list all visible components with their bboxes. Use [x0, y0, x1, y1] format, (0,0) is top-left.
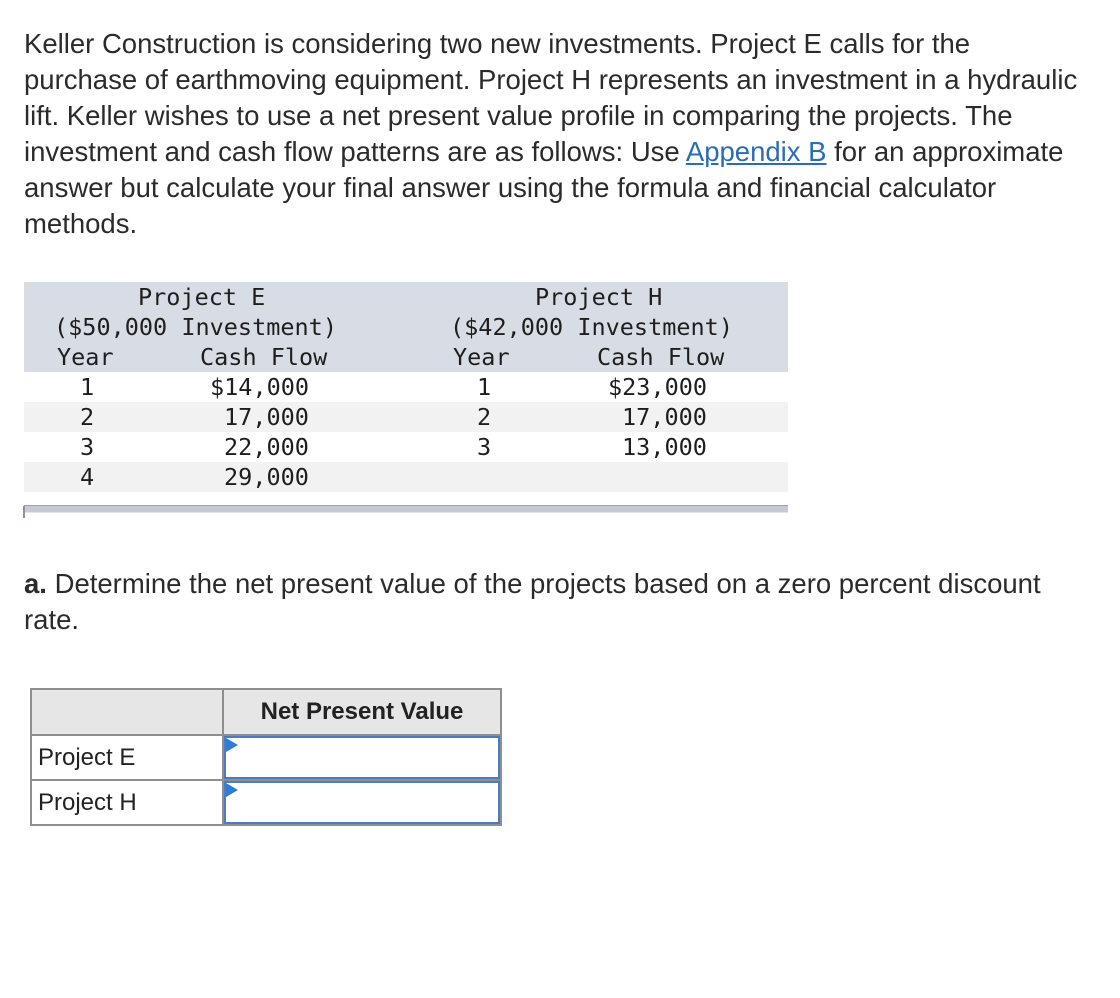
project-e-year: 3: [80, 433, 95, 461]
project-h-cashflow: 17,000: [622, 403, 707, 431]
project-e-npv-cell: [223, 735, 501, 780]
question-a: [24, 566, 1084, 638]
project-e-investment: ($50,000 Investment): [54, 313, 337, 341]
problem-text-part2: for an approximate answer but calculate your final answer using the formula and financial calculator methods.: [24, 136, 1064, 239]
question-label: a.: [24, 568, 47, 599]
table-row: [31, 780, 501, 825]
table-bottom-rule: [24, 505, 788, 513]
project-e-year: 1: [80, 373, 95, 401]
table-row: [24, 462, 788, 492]
required-marker-icon: [226, 738, 238, 752]
project-h-title: Project H: [535, 283, 663, 311]
project-e-cashflow: 22,000: [224, 433, 309, 461]
npv-column-header: Net Present Value: [223, 689, 501, 735]
table-row: [24, 372, 788, 402]
project-h-investment: ($42,000 Investment): [450, 313, 733, 341]
project-e-year: 2: [80, 403, 95, 431]
project-h-cashflow: $23,000: [608, 373, 708, 401]
project-e-title: Project E: [138, 283, 266, 311]
project-e-cashflow: 29,000: [224, 463, 309, 491]
project-h-cashflow: 13,000: [622, 433, 707, 461]
question-text: Determine the net present value of the projects based on a zero percent discount rate.: [24, 568, 1041, 635]
project-e-npv-input[interactable]: [224, 736, 500, 779]
project-h-year: 3: [477, 433, 492, 461]
project-h-year-header: Year: [453, 343, 510, 371]
answer-table: [30, 688, 502, 826]
project-e-label: Project E: [31, 735, 223, 780]
project-e-cashflow: $14,000: [210, 373, 310, 401]
project-e-year-header: Year: [57, 343, 114, 371]
cash-flow-table: [24, 282, 788, 492]
answer-table-header-row: [31, 689, 501, 735]
project-h-year: 1: [477, 373, 492, 401]
required-marker-icon: [226, 783, 238, 797]
project-h-year: 2: [477, 403, 492, 431]
problem-text-part1: Keller Construction is considering two new investments. Project E calls for the purchase of earthmoving equipment. Project H represents an investment in a hydraulic lift. Keller wishes to use a net present value profile in comparing the projects. The investment and cash flow patterns are as follows: Use: [24, 28, 1078, 167]
project-e-cashflow-header: Cash Flow: [200, 343, 328, 371]
project-h-cashflow-header: Cash Flow: [597, 343, 725, 371]
table-row: [24, 432, 788, 462]
problem-statement: [24, 26, 1084, 242]
project-h-npv-cell: [223, 780, 501, 825]
project-h-label: Project H: [31, 780, 223, 825]
table-row: [31, 735, 501, 780]
cash-flow-table-header: [24, 282, 788, 372]
project-e-cashflow: 17,000: [224, 403, 309, 431]
project-h-npv-input[interactable]: [224, 781, 500, 824]
table-row: [24, 402, 788, 432]
appendix-b-link[interactable]: Appendix B: [685, 136, 827, 167]
answer-table-corner: [31, 689, 223, 735]
project-e-year: 4: [80, 463, 95, 491]
